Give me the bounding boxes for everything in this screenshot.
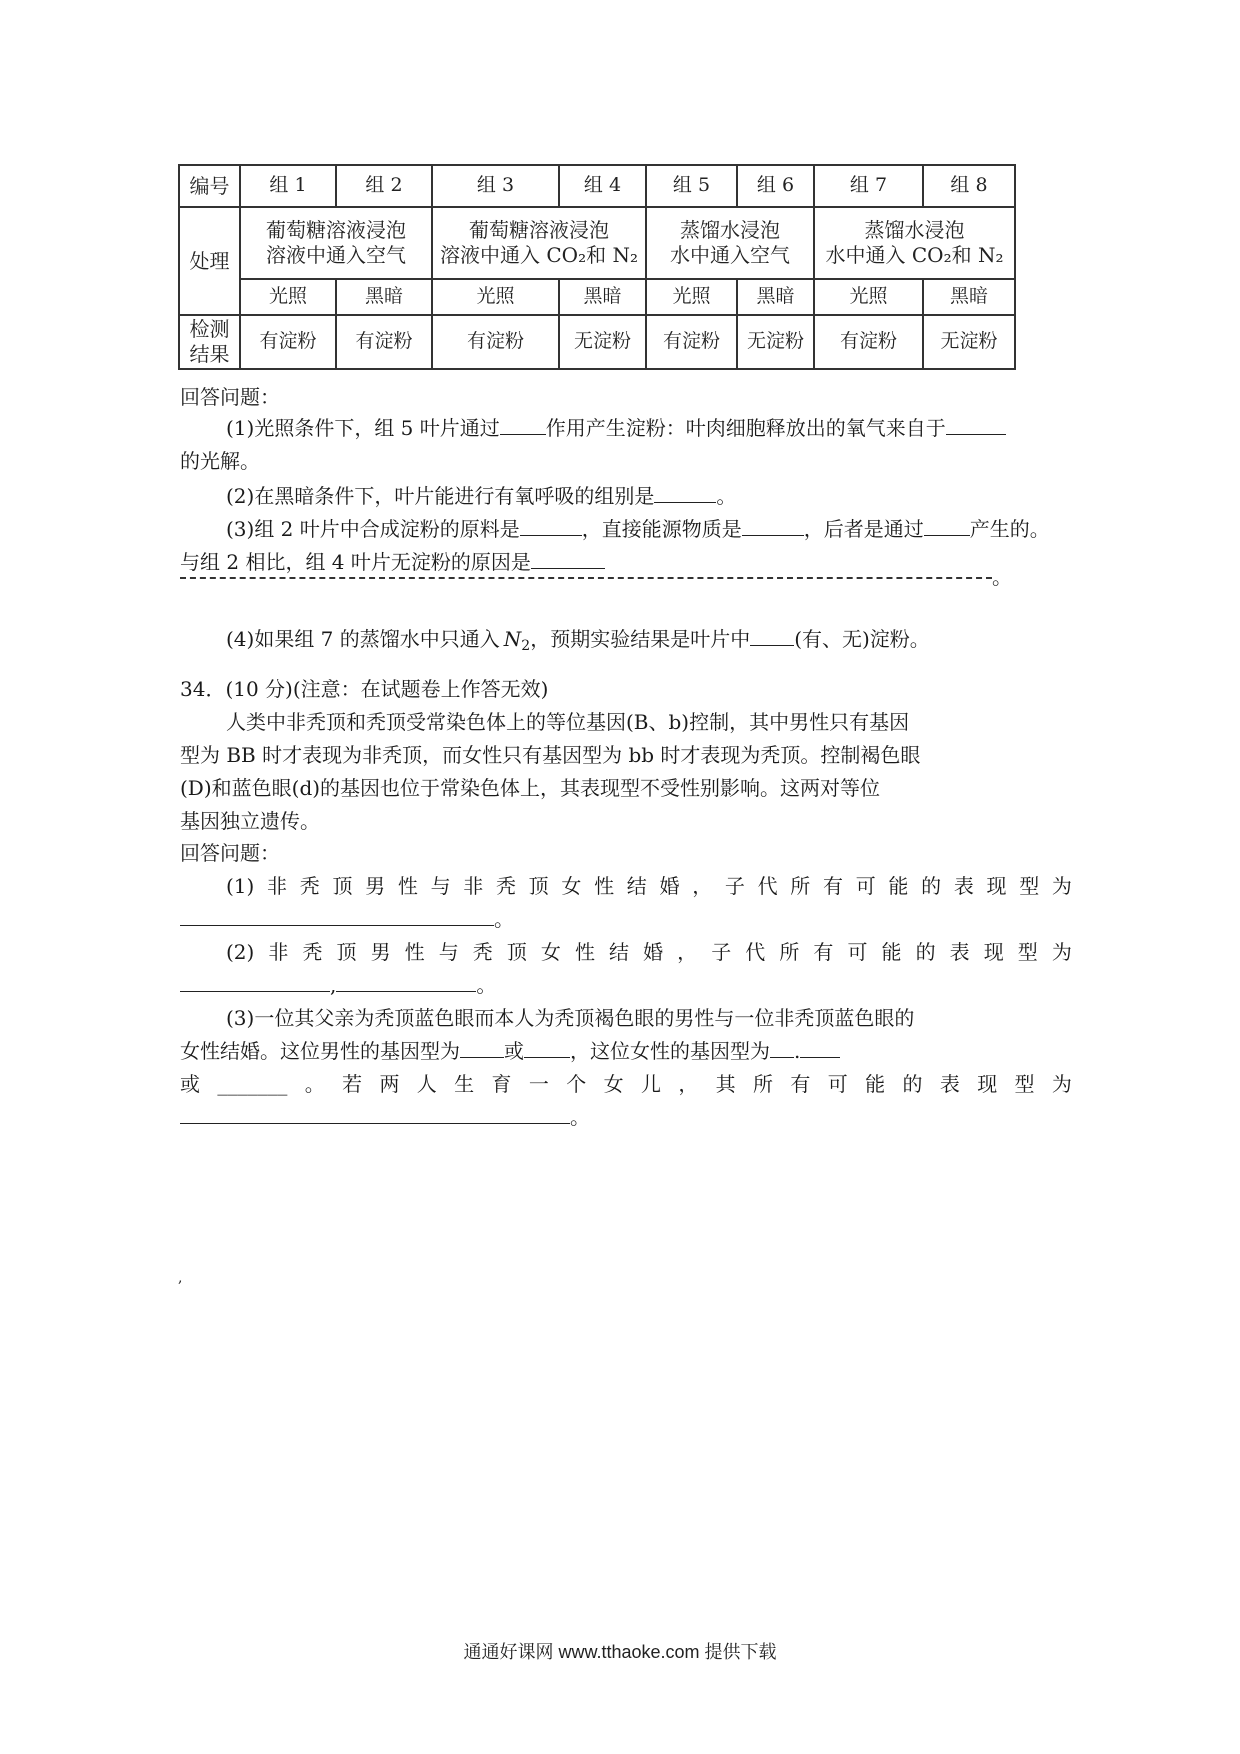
q33-part4: (4)如果组 7 的蒸馏水中只通入 $N_2$，预期实验结果是叶片中 (有、无)淀粉。 bbox=[180, 623, 1116, 663]
q34-title: 34．(10 分)(注意：在试题卷上作答无效) bbox=[180, 677, 549, 701]
answer-blank[interactable] bbox=[180, 969, 330, 992]
q33-answer-heading: 回答问题： bbox=[180, 385, 280, 409]
result-cell: 有淀粉 bbox=[814, 315, 923, 369]
q34-part2: (2) 非 秃 顶 男 性 与 秃 顶 女 性 结 婚 ， 子 代 所 有 可 能 的 表 现 型 为 bbox=[226, 940, 1072, 964]
q34-intro: 型为 BB 时才表现为非秃顶，而女性只有基因型为 bb 时才表现为秃顶。控制褐色眼 bbox=[180, 743, 921, 767]
footer-watermark: 通通好课网 www.tthaoke.com 提供下载 bbox=[463, 1642, 777, 1662]
q33-part2: (2)在黑暗条件下，叶片能进行有氧呼吸的组别是 。 bbox=[180, 480, 1116, 513]
header-cell: 组 8 bbox=[923, 165, 1015, 207]
header-cell: 组 7 bbox=[814, 165, 923, 207]
condition-cell: 黑暗 bbox=[737, 279, 814, 315]
condition-cell: 光照 bbox=[432, 279, 559, 315]
treatment-cell: 蒸馏水浸泡 水中通入空气 bbox=[646, 207, 814, 279]
q34-intro: (D)和蓝色眼(d)的基因也位于常染色体上，其表现型不受性别影响。这两对等位 bbox=[180, 776, 881, 800]
q34-part3-line4: 。 bbox=[180, 1101, 1070, 1134]
answer-blank[interactable] bbox=[742, 513, 804, 536]
header-cell: 组 6 bbox=[737, 165, 814, 207]
result-cell: 有淀粉 bbox=[240, 315, 336, 369]
q34-part3-line2: 女性结婚。这位男性的基因型为 或 ，这位女性的基因型为 . bbox=[180, 1035, 1070, 1068]
answer-blank[interactable] bbox=[520, 513, 582, 536]
header-cell: 组 5 bbox=[646, 165, 737, 207]
condition-cell: 黑暗 bbox=[336, 279, 432, 315]
header-cell: 组 2 bbox=[336, 165, 432, 207]
table-condition-row bbox=[179, 279, 1015, 315]
header-cell: 编号 bbox=[179, 165, 240, 207]
answer-blank[interactable] bbox=[460, 1035, 504, 1058]
header-cell: 组 1 bbox=[240, 165, 336, 207]
stray-mark: , bbox=[178, 1270, 183, 1286]
answer-line[interactable] bbox=[180, 577, 992, 579]
experiment-table bbox=[178, 164, 1016, 370]
answer-blank[interactable] bbox=[770, 1035, 794, 1058]
q34-intro: 基因独立遗传。 bbox=[180, 809, 320, 833]
header-cell: 组 3 bbox=[432, 165, 559, 207]
result-label: 检测 结果 bbox=[179, 315, 240, 369]
condition-cell: 光照 bbox=[240, 279, 336, 315]
answer-blank[interactable] bbox=[800, 1035, 840, 1058]
answer-blank[interactable] bbox=[180, 903, 494, 926]
result-cell: 有淀粉 bbox=[336, 315, 432, 369]
q34-intro: 人类中非秃顶和秃顶受常染色体上的等位基因(B、b)控制，其中男性只有基因 bbox=[226, 710, 910, 734]
condition-cell: 光照 bbox=[646, 279, 737, 315]
condition-cell: 黑暗 bbox=[559, 279, 646, 315]
answer-blank[interactable] bbox=[500, 412, 546, 435]
answer-blank[interactable] bbox=[180, 1101, 570, 1124]
q34-part1: (1) 非 秃 顶 男 性 与 非 秃 顶 女 性 结 婚 ， 子 代 所 有 可 能 的 表 现 型 为 bbox=[226, 874, 1072, 898]
condition-cell: 黑暗 bbox=[923, 279, 1015, 315]
treatment-cell: 葡萄糖溶液浸泡 溶液中通入空气 bbox=[240, 207, 432, 279]
q33-part3: (3)组 2 叶片中合成淀粉的原料是 ，直接能源物质是 ，后者是通过 产生的。 bbox=[180, 513, 1116, 546]
treatment-cell: 蒸馏水浸泡 水中通入 CO₂和 N₂ bbox=[814, 207, 1015, 279]
treatment-cell: 葡萄糖溶液浸泡 溶液中通入 CO₂和 N₂ bbox=[432, 207, 646, 279]
q34-part3-line3: 或 _______ 。 若 两 人 生 育 一 个 女 儿 ， 其 所 有 可 能 的 表 现 型 为 bbox=[180, 1072, 1072, 1096]
condition-cell: 光照 bbox=[814, 279, 923, 315]
table-header-row bbox=[179, 165, 1015, 207]
answer-blank[interactable] bbox=[924, 513, 970, 536]
answer-blank[interactable] bbox=[654, 480, 716, 503]
table-result-row bbox=[179, 315, 1015, 369]
answer-blank[interactable] bbox=[524, 1035, 570, 1058]
q33-part3-end: 。 bbox=[992, 565, 1012, 589]
result-cell: 无淀粉 bbox=[559, 315, 646, 369]
answer-blank[interactable] bbox=[531, 546, 605, 569]
result-cell: 有淀粉 bbox=[646, 315, 737, 369]
q34-part1-cont: 。 bbox=[180, 903, 1070, 936]
answer-blank[interactable] bbox=[946, 412, 1006, 435]
q34-answer-heading: 回答问题： bbox=[180, 841, 280, 865]
answer-blank[interactable] bbox=[336, 969, 476, 992]
q33-part1-cont: 的光解。 bbox=[180, 449, 260, 473]
header-cell: 组 4 bbox=[559, 165, 646, 207]
q34-part3: (3)一位其父亲为秃顶蓝色眼而本人为秃顶褐色眼的男性与一位非秃顶蓝色眼的 bbox=[226, 1006, 915, 1030]
result-cell: 无淀粉 bbox=[923, 315, 1015, 369]
table-treatment-row bbox=[179, 207, 1015, 279]
q33-part1: (1)光照条件下，组 5 叶片通过 作用产生淀粉：叶肉细胞释放出的氧气来自于 bbox=[180, 412, 1116, 445]
answer-blank[interactable] bbox=[750, 623, 794, 646]
result-cell: 有淀粉 bbox=[432, 315, 559, 369]
q33-part3-cont: 与组 2 相比，组 4 叶片无淀粉的原因是 bbox=[180, 546, 1070, 579]
treatment-label: 处理 bbox=[179, 207, 240, 315]
q34-part2-cont: , 。 bbox=[180, 969, 1070, 1002]
result-cell: 无淀粉 bbox=[737, 315, 814, 369]
